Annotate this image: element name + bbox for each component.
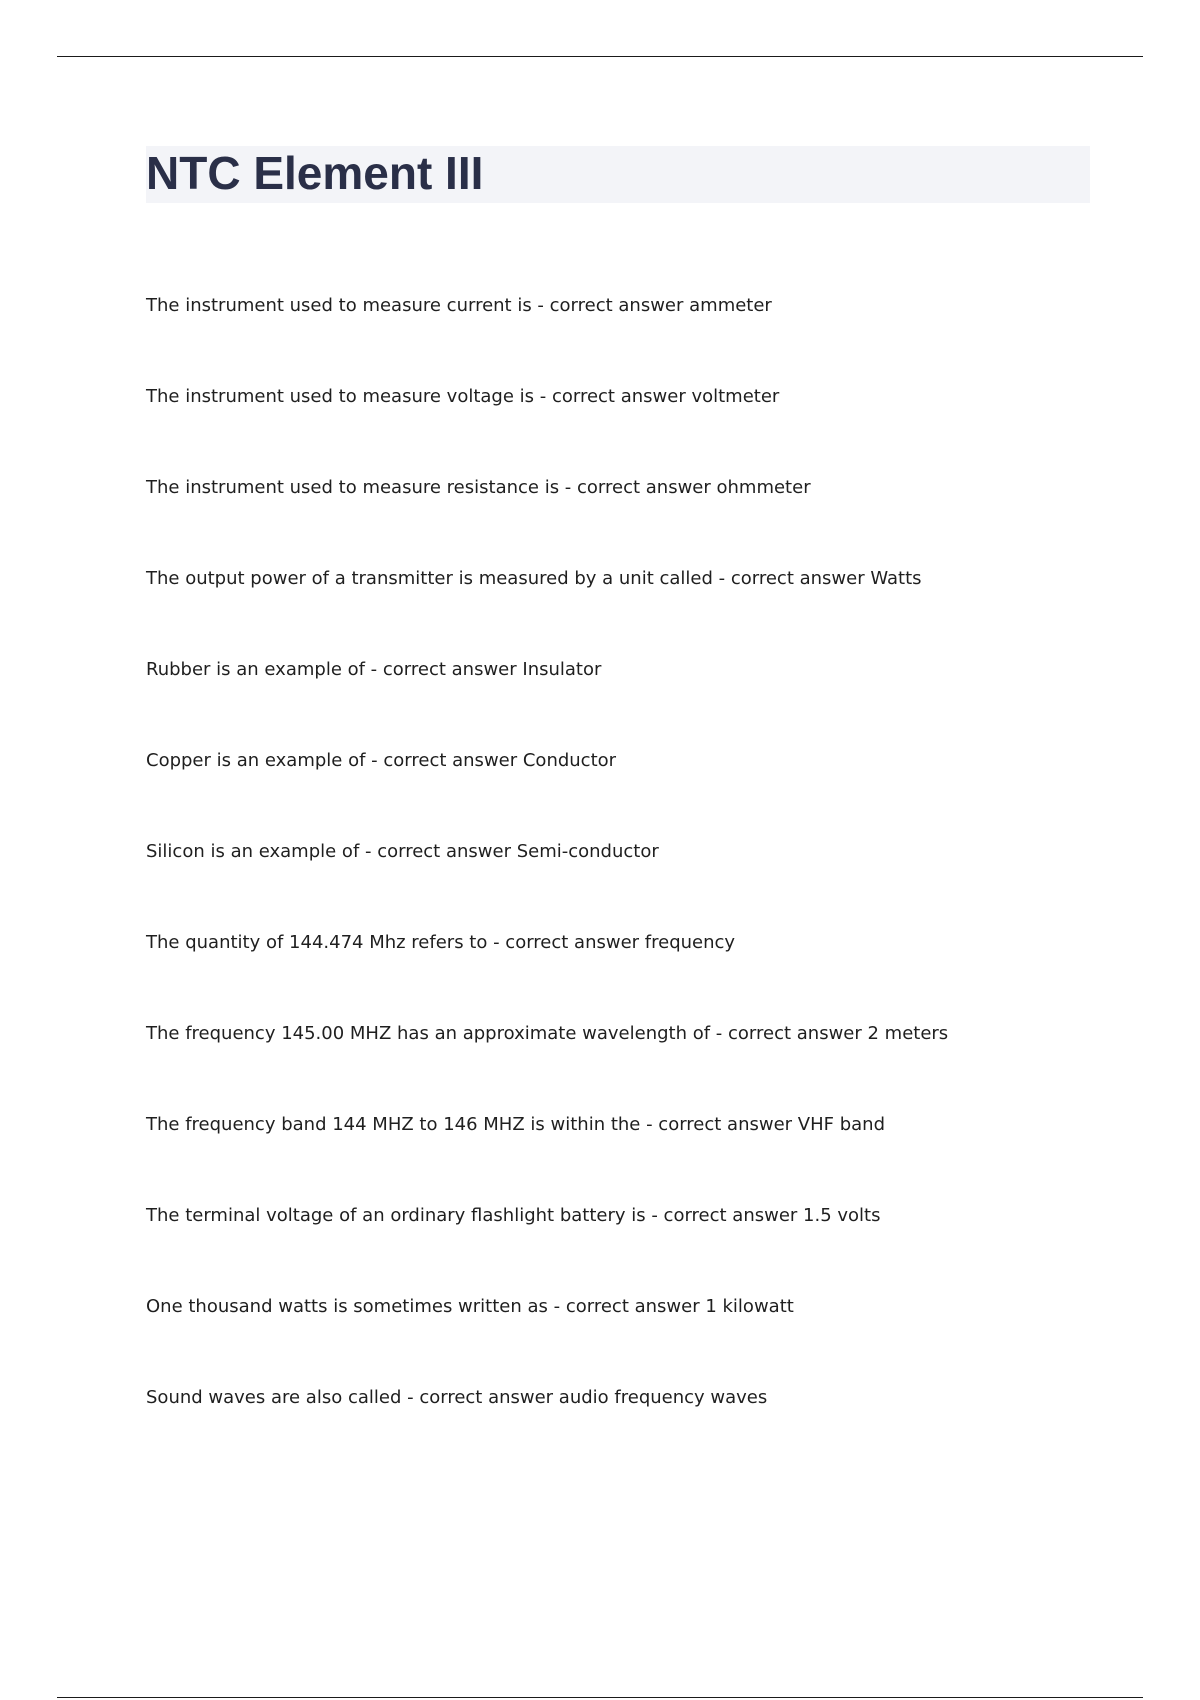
qa-item: One thousand watts is sometimes written as - correct answer 1 kilowatt — [146, 1296, 794, 1317]
qa-item: Copper is an example of - correct answer Conductor — [146, 750, 617, 771]
document-title: NTC Element III — [146, 147, 484, 199]
top-divider — [57, 56, 1143, 57]
qa-item: Rubber is an example of - correct answer Insulator — [146, 659, 602, 680]
qa-list — [146, 290, 1096, 1473]
bottom-divider — [57, 1697, 1143, 1698]
qa-item: The quantity of 144.474 Mhz refers to - correct answer frequency — [146, 932, 736, 953]
qa-item: The instrument used to measure voltage is - correct answer voltmeter — [146, 386, 780, 407]
qa-item: The instrument used to measure current is - correct answer ammeter — [146, 295, 772, 316]
qa-item: Silicon is an example of - correct answer Semi-conductor — [146, 841, 659, 862]
qa-item: The terminal voltage of an ordinary flashlight battery is - correct answer 1.5 volts — [146, 1205, 881, 1226]
qa-item: Sound waves are also called - correct answer audio frequency waves — [146, 1387, 768, 1408]
qa-item: The frequency band 144 MHZ to 146 MHZ is within the - correct answer VHF band — [146, 1114, 885, 1135]
qa-item: The frequency 145.00 MHZ has an approximate wavelength of - correct answer 2 meters — [146, 1023, 949, 1044]
qa-item: The instrument used to measure resistance is - correct answer ohmmeter — [146, 477, 811, 498]
qa-item: The output power of a transmitter is measured by a unit called - correct answer Watts — [146, 568, 922, 589]
